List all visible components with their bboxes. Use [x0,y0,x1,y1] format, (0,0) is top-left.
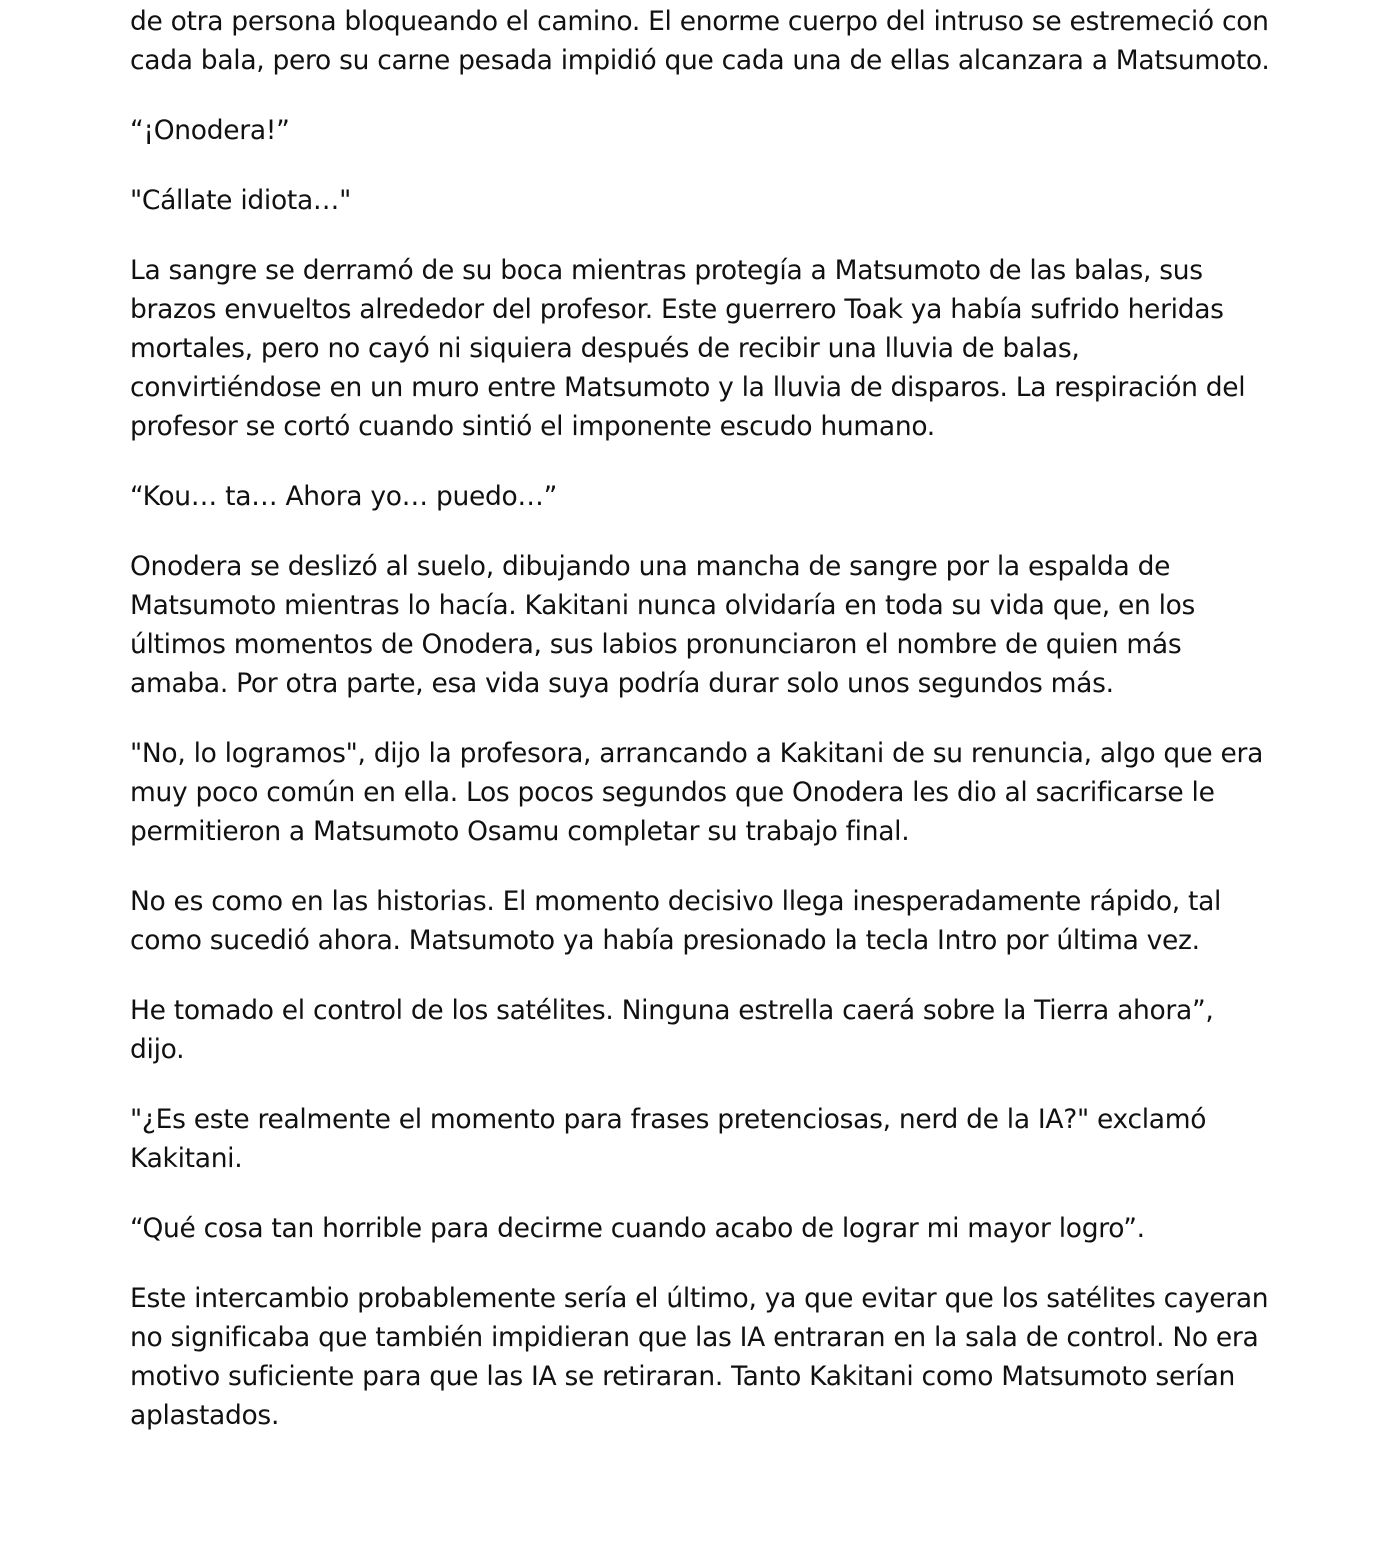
paragraph-2: “¡Onodera!” [130,115,290,146]
paragraph-7: "No, lo logramos", dijo la profesora, arrancando a Kakitani de su renuncia, algo que era muy poco común en ella. Los pocos segundos que Onodera les dio al sacrificarse le permitieron a Matsumoto Osamu completar su trabajo final. [130,738,1264,847]
paragraph-3: "Cállate idiota…" [130,185,351,216]
paragraph-10: "¿Es este realmente el momento para frases pretenciosas, nerd de la IA?" exclamó Kakitani. [130,1104,1207,1174]
paragraph-1: de otra persona bloqueando el camino. El enorme cuerpo del intruso se estremeció con cada bala, pero su carne pesada impidió que cada una de ellas alcanzara a Matsumoto. [130,6,1270,76]
paragraph-8: No es como en las historias. El momento decisivo llega inesperadamente rápido, tal como sucedió ahora. Matsumoto ya había presionado la tecla Intro por última vez. [130,886,1222,956]
paragraph-12: Este intercambio probablemente sería el último, ya que evitar que los satélites cayeran no significaba que también impidieran que las IA entraran en la sala de control. No era motivo suficiente para que las IA se retiraran. Tanto Kakitani como Matsumoto serían aplastados. [130,1283,1269,1431]
paragraph-4: La sangre se derramó de su boca mientras protegía a Matsumoto de las balas, sus brazos envueltos alrededor del profesor. Este guerrero Toak ya había sufrido heridas mortales, pero no cayó ni siquiera después de recibir una lluvia de balas, convirtiéndose en un muro entre Matsumoto y la lluvia de disparos. La respiración del profesor se cortó cuando sintió el imponente escudo humano. [130,255,1246,442]
paragraph-11: “Qué cosa tan horrible para decirme cuando acabo de lograr mi mayor logro”. [130,1213,1145,1244]
paragraph-5: “Kou… ta… Ahora yo… puedo…” [130,481,558,512]
paragraph-9: He tomado el control de los satélites. Ninguna estrella caerá sobre la Tierra ahora”, dijo. [130,995,1214,1065]
paragraph-6: Onodera se deslizó al suelo, dibujando una mancha de sangre por la espalda de Matsumoto mientras lo hacía. Kakitani nunca olvidaría en toda su vida que, en los últimos momentos de Onodera, sus labios pronunciaron el nombre de quien más amaba. Por otra parte, esa vida suya podría durar solo unos segundos más. [130,551,1196,699]
document-page [130,0,1280,1466]
